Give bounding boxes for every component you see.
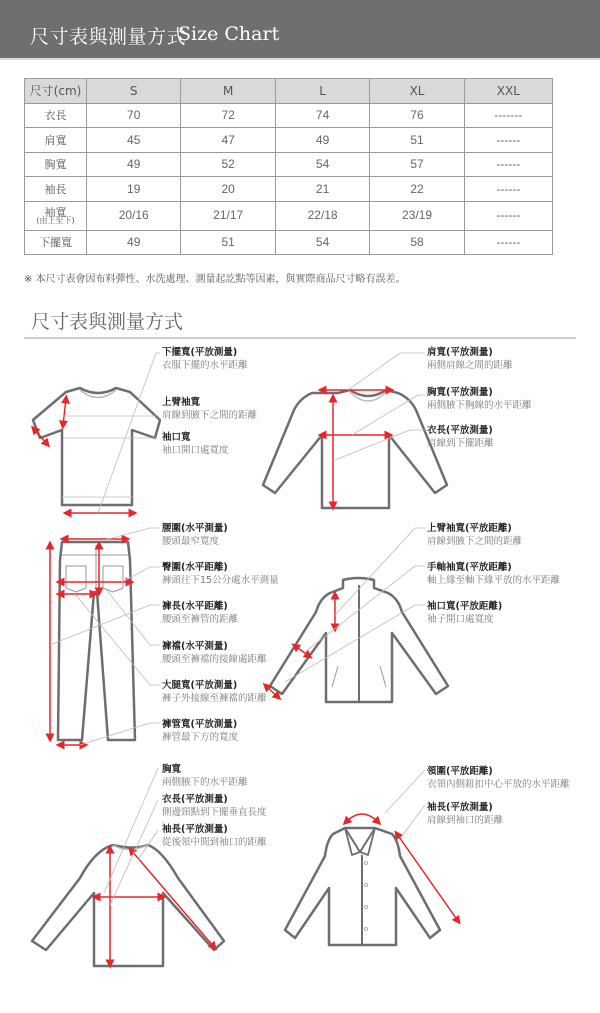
table-cell: 74	[275, 103, 369, 128]
callout-raglan-chest	[162, 763, 248, 789]
banner-title-en: Size Chart	[178, 23, 280, 45]
callout-desc: 褲子外接線至褲襠的距離	[162, 693, 267, 704]
callout-shirt-collar	[427, 765, 570, 791]
row-label-sub: (由上至下)	[36, 215, 75, 225]
table-cell: 57	[370, 152, 464, 177]
callout-desc: 褲管最下方的寬度	[162, 732, 239, 743]
callout-raglan-length	[162, 793, 267, 819]
header-size: XXL	[464, 79, 552, 104]
table-cell: 49	[275, 128, 369, 153]
callout-longsleeve-chest	[427, 386, 532, 412]
table-cell: 54	[275, 152, 369, 177]
callout-title: 褲襠(水平測量)	[162, 641, 228, 652]
pants-icon	[58, 542, 135, 740]
row-label: 衣長	[25, 103, 87, 128]
callout-tshirt-cuff	[162, 431, 229, 457]
table-cell: ------	[464, 177, 552, 202]
callout-title: 袖口寬(平放距離)	[427, 601, 503, 612]
callout-jacket-elbow	[427, 561, 560, 587]
table-cell: 45	[87, 128, 181, 153]
jacket-icon	[270, 578, 448, 702]
callout-title: 袖長(平放測量)	[162, 824, 228, 835]
table-cell: 20/16	[87, 201, 181, 230]
table-cell: 23/19	[370, 201, 464, 230]
callout-tshirt-upper-arm	[162, 396, 257, 422]
table-cell: ------	[464, 152, 552, 177]
callout-pants-hip	[162, 561, 279, 587]
callout-title: 臀圍(水平距離)	[162, 562, 228, 573]
callout-title: 胸寬(平放測量)	[427, 387, 493, 398]
callout-title: 袖長(平放測量)	[427, 802, 493, 813]
callout-desc: 袖口開口處寬度	[162, 445, 229, 456]
banner-title-zh: 尺寸表與測量方式	[30, 26, 187, 48]
table-cell: ------	[464, 201, 552, 230]
table-cell: 21	[275, 177, 369, 202]
table-cell: 21/17	[181, 201, 275, 230]
table-cell: 70	[87, 103, 181, 128]
callout-desc: 褲頭往下15公分處水平測量	[162, 575, 279, 586]
callout-desc: 從後領中間到袖口的距離	[162, 837, 267, 848]
table-cell: 20	[181, 177, 275, 202]
table-cell: 22/18	[275, 201, 369, 230]
callout-title: 胸寬	[162, 764, 182, 775]
callout-title: 下擺寬(平放測量)	[162, 347, 238, 358]
row-label: 胸寬	[25, 152, 87, 177]
table-cell: 51	[370, 128, 464, 153]
callout-jacket-cuff	[427, 600, 502, 626]
table-cell: 54	[275, 230, 369, 255]
table-cell: ------	[464, 128, 552, 153]
callout-desc: 衣服下擺的水平距離	[162, 360, 248, 371]
tshirt-icon	[33, 388, 160, 505]
table-cell: -------	[464, 103, 552, 128]
callout-title: 上臂袖寬(平放距離)	[427, 523, 512, 534]
row-label: 肩寬	[25, 128, 87, 153]
callout-jacket-upper-arm	[427, 522, 522, 548]
callout-desc: 袖子開口處寬度	[427, 614, 494, 625]
table-cell: 49	[87, 152, 181, 177]
callout-longsleeve-shoulder	[427, 346, 513, 372]
callout-desc: 腰頭至褲管的距離	[162, 614, 239, 625]
header-size: M	[181, 79, 275, 104]
longsleeve-icon	[263, 390, 447, 508]
callout-title: 領圍(平放距離)	[427, 766, 493, 777]
callout-desc: 側邊頸點到下擺垂直長度	[162, 807, 267, 818]
dress-shirt-icon	[285, 828, 440, 945]
callout-title: 褲長(水平距離)	[162, 601, 228, 612]
row-label: 袖長	[25, 177, 87, 202]
callout-desc: 兩側肩線之間的距離	[427, 360, 513, 371]
table-cell: 47	[181, 128, 275, 153]
section-title: 尺寸表與測量方式	[31, 311, 184, 333]
callout-title: 衣長(平放測量)	[162, 794, 228, 805]
table-cell: 49	[87, 230, 181, 255]
table-cell: 76	[370, 103, 464, 128]
table-cell: 51	[181, 230, 275, 255]
raglan-shirt-icon	[32, 845, 224, 966]
callout-desc: 肩線到腋下之間的距離	[427, 536, 523, 547]
callout-desc: 腰頭至褲襠的接線處距離	[162, 654, 267, 665]
callout-pants-length	[162, 600, 238, 626]
callout-raglan-sleeve	[162, 823, 267, 849]
callout-desc: 兩側腋下的水平距離	[162, 777, 248, 788]
callout-title: 袖口寬	[162, 432, 191, 443]
callout-pants-thigh	[162, 679, 267, 705]
callout-title: 手軸袖寬(平放距離)	[427, 562, 512, 573]
callout-title: 衣長(平放測量)	[427, 425, 493, 436]
callout-longsleeve-length	[427, 424, 494, 450]
callout-title: 褲管寬(平放測量)	[162, 719, 238, 730]
callout-desc: 兩側腋下胸線的水平距離	[427, 400, 532, 411]
callout-tshirt-hem-width	[162, 346, 248, 372]
row-label-main: 袖寬	[44, 205, 67, 219]
callout-pants-leg-opening	[162, 718, 238, 744]
callout-pants-rise	[162, 640, 267, 666]
callout-desc: 肩線到腋下之間的距離	[162, 410, 258, 421]
callout-title: 上臂袖寬	[162, 397, 201, 408]
table-cell: ------	[464, 230, 552, 255]
table-cell: 19	[87, 177, 181, 202]
table-cell: 22	[370, 177, 464, 202]
callout-shirt-sleeve	[427, 801, 503, 827]
callout-desc: 肩線到袖口的距離	[427, 815, 504, 826]
table-cell: 72	[181, 103, 275, 128]
callout-title: 腰圍(水平測量)	[162, 523, 228, 534]
callout-desc: 軸上緣至軸下緣平放的水平距離	[427, 575, 561, 586]
row-label: 下擺寬	[25, 230, 87, 255]
callout-pants-waist	[162, 522, 228, 548]
header-size: XL	[370, 79, 464, 104]
callout-desc: 腰頭最窄寬度	[162, 536, 220, 547]
table-cell: 58	[370, 230, 464, 255]
header-size: S	[87, 79, 181, 104]
callout-title: 大腿寬(平放測量)	[162, 680, 238, 691]
header-unit: 尺寸(cm)	[25, 79, 87, 104]
callout-title: 肩寬(平放測量)	[427, 347, 493, 358]
disclaimer-note: ※ 本尺寸表會因布料彈性、水洗處理、測量起訖點等因素，與實際商品尺寸略有誤差。	[24, 274, 406, 285]
header-size: L	[275, 79, 369, 104]
callout-desc: 肩線到下擺距離	[427, 438, 494, 449]
callout-desc: 衣領內側鈕扣中心平放的水平距離	[427, 779, 570, 790]
table-cell: 52	[181, 152, 275, 177]
